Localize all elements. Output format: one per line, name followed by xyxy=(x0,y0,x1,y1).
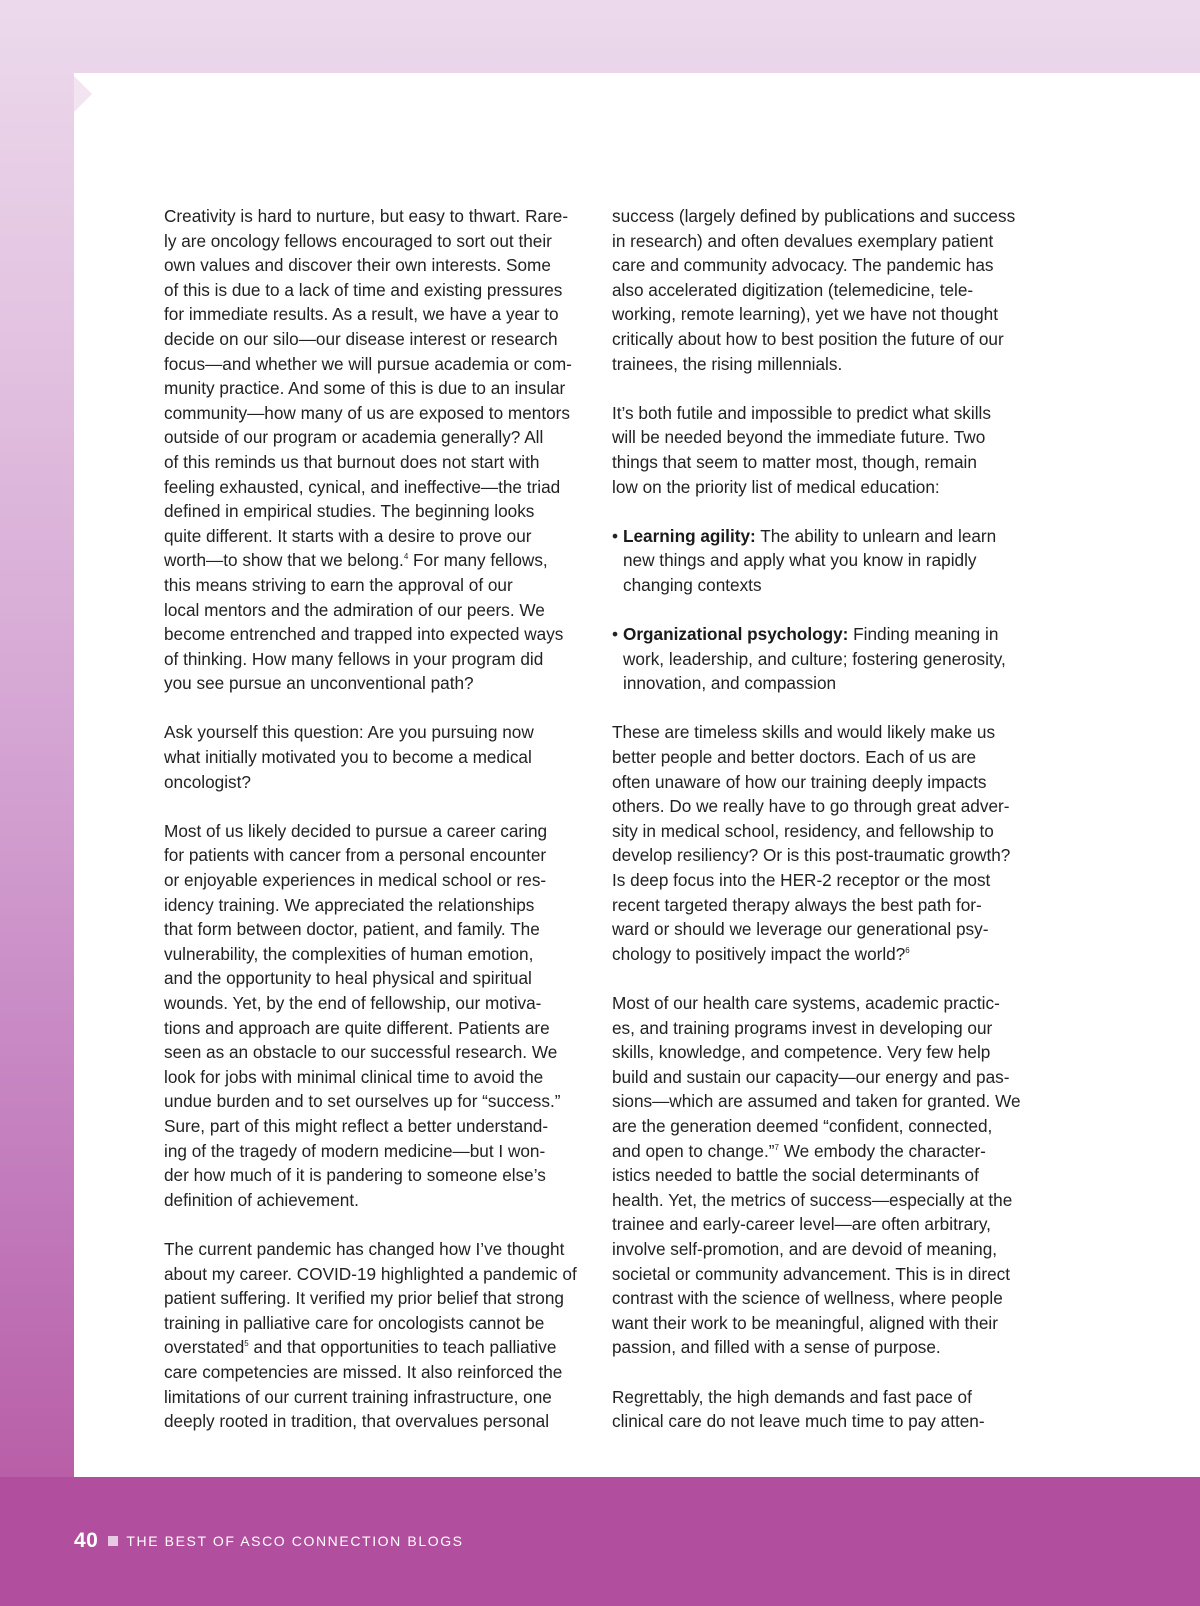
line-text: istics needed to battle the social determinants of xyxy=(612,1165,979,1186)
text-line xyxy=(164,548,594,573)
line-text: overstated xyxy=(164,1337,245,1358)
line-text: The current pandemic has changed how I’ve thought xyxy=(164,1238,565,1259)
bullet-icon: • xyxy=(612,525,619,546)
line-text: community—how many of us are exposed to mentors xyxy=(164,402,570,423)
text-line xyxy=(164,327,594,352)
bullet-item xyxy=(612,622,1040,647)
citation-superscript: 4 xyxy=(403,552,409,562)
line-text: clinical care do not leave much time to pay atten- xyxy=(612,1411,985,1432)
line-text: also accelerated digitization (telemedicine, tele- xyxy=(612,279,974,300)
text-line xyxy=(612,1089,1040,1114)
text-line xyxy=(164,1114,594,1139)
line-text: local mentors and the admiration of our peers. We xyxy=(164,599,545,620)
line-text: sity in medical school, residency, and fellowship to xyxy=(612,820,994,841)
line-text: changing contexts xyxy=(623,574,762,595)
line-text: societal or community advancement. This is in direct xyxy=(612,1263,1011,1284)
line-text: for patients with cancer from a personal encounter xyxy=(164,845,547,866)
text-line xyxy=(164,1016,594,1041)
text-line xyxy=(612,1163,1040,1188)
text-line xyxy=(612,204,1040,229)
page-footer xyxy=(74,1526,464,1556)
paragraph-break xyxy=(164,1212,594,1237)
text-line xyxy=(612,1409,1040,1434)
article-column-left xyxy=(164,204,594,1434)
line-text: success (largely defined by publications and success xyxy=(612,206,1016,226)
paragraph-break xyxy=(612,376,1040,401)
line-text: It’s both futile and impossible to predict what skills xyxy=(612,402,991,423)
line-text: and open to change.” xyxy=(612,1140,775,1161)
text-line xyxy=(612,425,1040,450)
line-text: chology to positively impact the world? xyxy=(612,943,906,964)
bullet-term: Learning agility: xyxy=(623,525,756,546)
line-text: recent targeted therapy always the best path for- xyxy=(612,894,982,915)
text-line xyxy=(164,598,594,623)
bullet-continuation-line xyxy=(612,573,1040,598)
line-text: build and sustain our capacity—our energy and pas- xyxy=(612,1066,1010,1087)
text-line xyxy=(612,1212,1040,1237)
line-text: are the generation deemed “confident, connected, xyxy=(612,1115,993,1136)
text-line xyxy=(612,1262,1040,1287)
line-text: involve self-promotion, and are devoid of meaning, xyxy=(612,1238,998,1259)
line-text: trainees, the rising millennials. xyxy=(612,353,843,374)
line-text: definition of achievement. xyxy=(164,1189,359,1210)
line-text: this means striving to earn the approval of our xyxy=(164,574,513,595)
line-text: in research) and often devalues exemplary patient xyxy=(612,230,994,251)
paragraph-break xyxy=(612,966,1040,991)
line-text: defined in empirical studies. The beginning looks xyxy=(164,501,535,522)
line-text: Is deep focus into the HER-2 receptor or the most xyxy=(612,870,991,891)
line-text-continued: and that opportunities to teach palliative xyxy=(248,1337,557,1358)
text-line xyxy=(612,302,1040,327)
text-line xyxy=(164,475,594,500)
line-text: that form between doctor, patient, and family. The xyxy=(164,919,540,940)
text-line xyxy=(612,278,1040,303)
text-line xyxy=(612,475,1040,500)
line-text: critically about how to best position the future of our xyxy=(612,328,1004,349)
line-text: ing of the tragedy of modern medicine—but I won- xyxy=(164,1140,546,1161)
text-line xyxy=(612,745,1040,770)
text-line xyxy=(612,1286,1040,1311)
text-line xyxy=(164,1409,594,1434)
line-text: feeling exhausted, cynical, and ineffective—the triad xyxy=(164,476,561,497)
text-line xyxy=(164,1286,594,1311)
article-column-right xyxy=(612,204,1040,1434)
line-text: munity practice. And some of this is due to an insular xyxy=(164,378,566,399)
bullet-term: Organizational psychology: xyxy=(623,624,849,645)
text-line xyxy=(164,966,594,991)
publication-title: THE BEST OF ASCO CONNECTION BLOGS xyxy=(126,1533,464,1549)
text-line xyxy=(164,278,594,303)
line-text: work, leadership, and culture; fostering generosity, xyxy=(623,648,1006,669)
text-line xyxy=(612,1114,1040,1139)
text-line xyxy=(164,1163,594,1188)
text-line xyxy=(164,942,594,967)
text-line xyxy=(164,1089,594,1114)
text-line xyxy=(612,868,1040,893)
line-text: tions and approach are quite different. Patients are xyxy=(164,1017,550,1038)
text-line xyxy=(164,229,594,254)
line-text: focus—and whether we will pursue academia or com- xyxy=(164,353,572,374)
text-line xyxy=(164,843,594,868)
paragraph-break xyxy=(164,696,594,721)
line-text: working, remote learning), yet we have not thought xyxy=(612,304,998,325)
text-line xyxy=(164,720,594,745)
bullet-continuation-line xyxy=(612,671,1040,696)
line-text: deeply rooted in tradition, that overvalues personal xyxy=(164,1411,550,1432)
footer-square-icon xyxy=(108,1536,118,1546)
text-line xyxy=(164,622,594,647)
line-text: become entrenched and trapped into expected ways xyxy=(164,624,564,645)
line-text: Creativity is hard to nurture, but easy to thwart. Rare- xyxy=(164,206,569,226)
text-line xyxy=(612,229,1040,254)
paragraph-break xyxy=(612,1360,1040,1385)
text-line xyxy=(612,1237,1040,1262)
line-text: own values and discover their own interests. Some xyxy=(164,255,551,276)
text-line xyxy=(612,942,1040,967)
line-text: outside of our program or academia generally? All xyxy=(164,427,544,448)
text-line xyxy=(612,720,1040,745)
text-line xyxy=(612,819,1040,844)
text-line xyxy=(164,253,594,278)
line-text: others. Do we really have to go through great adver- xyxy=(612,796,1010,817)
page-number: 40 xyxy=(74,1529,99,1552)
text-line xyxy=(164,991,594,1016)
text-line xyxy=(164,1311,594,1336)
line-text: things that seem to matter most, though, remain xyxy=(612,451,977,472)
text-line xyxy=(164,1360,594,1385)
line-text: for immediate results. As a result, we have a year to xyxy=(164,304,559,325)
line-text: develop resiliency? Or is this post-traumatic growth? xyxy=(612,845,1011,866)
line-text: ward or should we leverage our generational psy- xyxy=(612,919,989,940)
text-line xyxy=(612,794,1040,819)
text-line xyxy=(164,401,594,426)
paragraph-break xyxy=(164,794,594,819)
text-line xyxy=(612,450,1040,475)
bullet-icon: • xyxy=(612,624,619,645)
line-text: Sure, part of this might reflect a better understand- xyxy=(164,1115,549,1136)
line-text: low on the priority list of medical education: xyxy=(612,476,940,497)
text-line xyxy=(164,352,594,377)
text-line xyxy=(164,1188,594,1213)
text-line xyxy=(612,1385,1040,1410)
text-line xyxy=(612,401,1040,426)
text-line xyxy=(164,1139,594,1164)
text-line xyxy=(612,1335,1040,1360)
text-line xyxy=(612,917,1040,942)
text-line xyxy=(612,770,1040,795)
text-line xyxy=(164,1385,594,1410)
line-text: you see pursue an unconventional path? xyxy=(164,673,474,694)
text-line xyxy=(612,1040,1040,1065)
text-line xyxy=(164,499,594,524)
line-text: der how much of it is pandering to someone else’s xyxy=(164,1165,546,1186)
text-line xyxy=(612,1311,1040,1336)
line-text: limitations of our current training infrastructure, one xyxy=(164,1386,552,1407)
paragraph-break xyxy=(612,598,1040,623)
text-line xyxy=(164,573,594,598)
text-line xyxy=(164,917,594,942)
text-line xyxy=(164,868,594,893)
text-line xyxy=(164,376,594,401)
paragraph-break xyxy=(612,499,1040,524)
line-text: care and community advocacy. The pandemic has xyxy=(612,255,994,276)
citation-superscript: 6 xyxy=(905,945,910,955)
line-text: decide on our silo—our disease interest or research xyxy=(164,328,558,349)
line-text: patient suffering. It verified my prior belief that strong xyxy=(164,1288,564,1309)
text-line xyxy=(164,1065,594,1090)
text-line xyxy=(612,1016,1040,1041)
line-text: of this reminds us that burnout does not start with xyxy=(164,451,540,472)
line-text-continued: For many fellows, xyxy=(408,550,548,571)
line-text: contrast with the science of wellness, where people xyxy=(612,1288,1003,1309)
line-text: passion, and filled with a sense of purpose. xyxy=(612,1337,941,1358)
text-line xyxy=(164,1335,594,1360)
text-line xyxy=(164,647,594,672)
line-text: undue burden and to set ourselves up for “success.” xyxy=(164,1091,561,1112)
bullet-text: The ability to unlearn and learn xyxy=(755,525,997,546)
line-text: Regrettably, the high demands and fast pace of xyxy=(612,1386,972,1407)
text-line xyxy=(164,302,594,327)
bullet-item xyxy=(612,524,1040,549)
line-text: look for jobs with minimal clinical time to avoid the xyxy=(164,1066,544,1087)
text-line xyxy=(612,352,1040,377)
paragraph-break xyxy=(612,696,1040,721)
line-text: sions—which are assumed and taken for granted. We xyxy=(612,1091,1021,1112)
text-line xyxy=(612,327,1040,352)
text-line xyxy=(164,745,594,770)
page-corner-tab xyxy=(74,76,92,112)
line-text: vulnerability, the complexities of human emotion, xyxy=(164,943,534,964)
line-text: better people and better doctors. Each of us are xyxy=(612,747,977,768)
text-line xyxy=(164,1262,594,1287)
line-text: idency training. We appreciated the relationships xyxy=(164,894,535,915)
text-line xyxy=(164,425,594,450)
text-line xyxy=(612,991,1040,1016)
line-text: quite different. It starts with a desire to prove our xyxy=(164,525,532,546)
text-line xyxy=(612,253,1040,278)
line-text: innovation, and compassion xyxy=(623,673,837,694)
line-text: what initially motivated you to become a medical xyxy=(164,747,532,768)
line-text: oncologist? xyxy=(164,771,251,792)
line-text: ly are oncology fellows encouraged to sort out their xyxy=(164,230,552,251)
text-line xyxy=(612,843,1040,868)
line-text: want their work to be meaningful, aligned with their xyxy=(612,1312,998,1333)
bullet-continuation-line xyxy=(612,548,1040,573)
citation-superscript: 7 xyxy=(774,1142,779,1152)
line-text: trainee and early-career level—are often arbitrary, xyxy=(612,1214,991,1235)
line-text: of this is due to a lack of time and existing pressures xyxy=(164,279,563,300)
text-line xyxy=(164,770,594,795)
text-line xyxy=(164,1040,594,1065)
line-text: Most of our health care systems, academic practic- xyxy=(612,993,1000,1013)
line-text: Most of us likely decided to pursue a career caring xyxy=(164,820,548,841)
line-text: of thinking. How many fellows in your program did xyxy=(164,648,544,669)
line-text: seen as an obstacle to our successful research. We xyxy=(164,1042,558,1063)
line-text: health. Yet, the metrics of success—especially at the xyxy=(612,1189,1013,1210)
text-line xyxy=(612,1065,1040,1090)
text-line xyxy=(164,1237,594,1262)
line-text: training in palliative care for oncologists cannot be xyxy=(164,1312,545,1333)
text-line xyxy=(164,524,594,549)
line-text: about my career. COVID-19 highlighted a pandemic of xyxy=(164,1263,577,1284)
line-text: care competencies are missed. It also reinforced the xyxy=(164,1361,563,1382)
citation-superscript: 5 xyxy=(244,1339,249,1349)
text-line xyxy=(164,204,594,229)
text-line xyxy=(164,893,594,918)
line-text: will be needed beyond the immediate future. Two xyxy=(612,427,986,448)
text-line xyxy=(164,819,594,844)
text-line xyxy=(164,450,594,475)
text-line xyxy=(612,893,1040,918)
line-text: skills, knowledge, and competence. Very few help xyxy=(612,1042,991,1063)
text-line xyxy=(612,1188,1040,1213)
bullet-continuation-line xyxy=(612,647,1040,672)
line-text: or enjoyable experiences in medical school or res- xyxy=(164,870,547,891)
line-text: These are timeless skills and would likely make us xyxy=(612,722,996,743)
bullet-text: Finding meaning in xyxy=(848,624,999,645)
line-text-continued: We embody the character- xyxy=(778,1140,986,1161)
line-text: new things and apply what you know in rapidly xyxy=(623,550,977,571)
line-text: wounds. Yet, by the end of fellowship, our motiva- xyxy=(164,993,542,1013)
text-line xyxy=(164,671,594,696)
line-text: es, and training programs invest in developing our xyxy=(612,1017,993,1038)
line-text: and the opportunity to heal physical and spiritual xyxy=(164,968,532,989)
line-text: Ask yourself this question: Are you pursuing now xyxy=(164,722,534,743)
text-line xyxy=(612,1139,1040,1164)
line-text: often unaware of how our training deeply impacts xyxy=(612,771,987,792)
line-text: worth—to show that we belong. xyxy=(164,550,404,571)
